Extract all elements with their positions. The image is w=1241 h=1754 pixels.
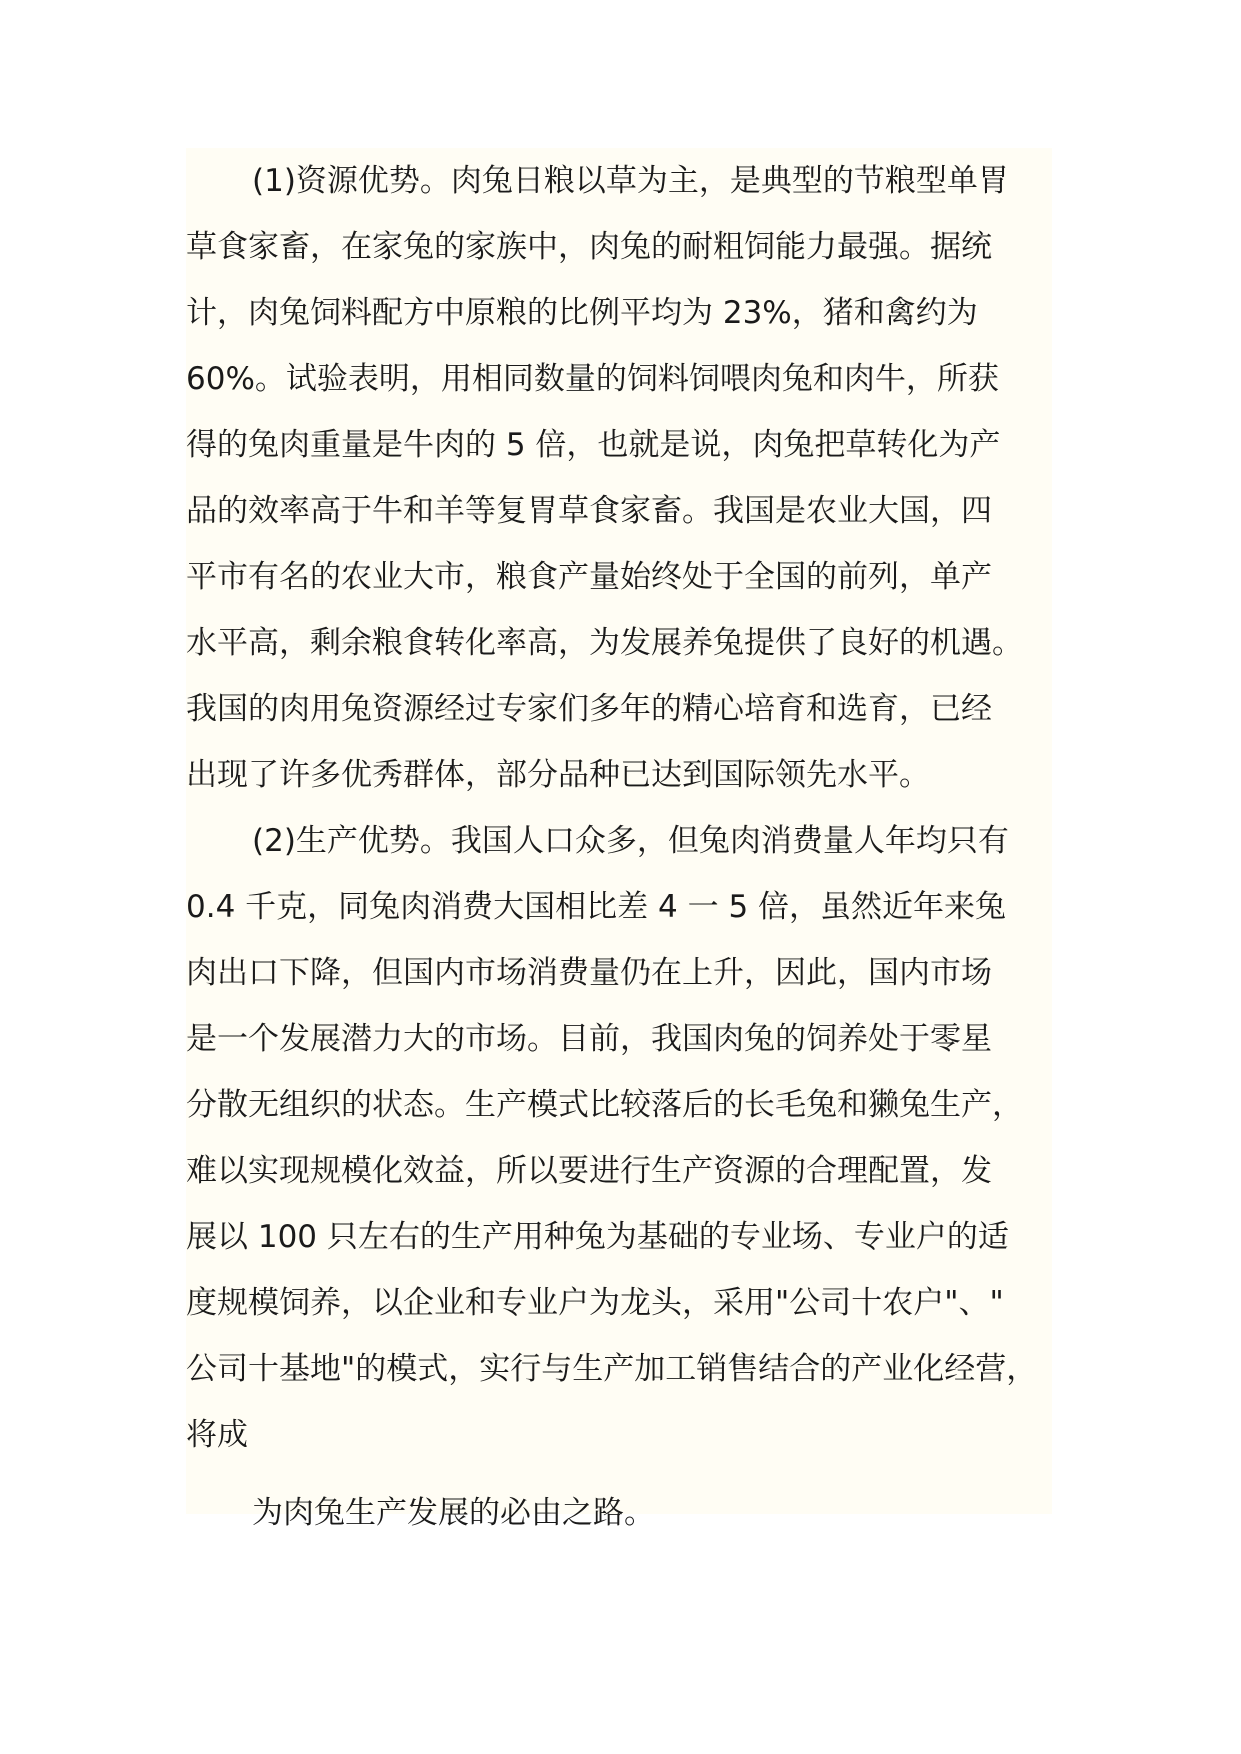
paragraph-1-line: 出现了许多优秀群体，部分品种已达到国际领先水平。 xyxy=(186,757,930,793)
paragraph-1-line: 平市有名的农业大市，粮食产量始终处于全国的前列，单产 xyxy=(186,559,992,595)
paragraph-3-line: 为肉兔生产发展的必由之路。 xyxy=(252,1495,655,1531)
paragraph-1-line: (1)资源优势。肉兔日粮以草为主，是典型的节粮型单胃 xyxy=(252,163,1009,199)
paragraph-1-line: 得的兔肉重量是牛肉的 5 倍，也就是说，肉兔把草转化为产 xyxy=(186,427,1001,463)
paragraph-2-line: 将成 xyxy=(186,1417,248,1453)
paragraph-1-line: 计，肉兔饲料配方中原粮的比例平均为 23%，猪和禽约为 xyxy=(186,295,978,331)
paragraph-1-line: 我国的肉用兔资源经过专家们多年的精心培育和选育，已经 xyxy=(186,691,992,727)
paragraph-2-line: 公司十基地"的模式，实行与生产加工销售结合的产业化经营， xyxy=(186,1351,1038,1387)
text-block xyxy=(186,148,1052,1531)
paragraph-2-line: 0.4 千克，同兔肉消费大国相比差 4 一 5 倍，虽然近年来兔 xyxy=(186,889,1007,925)
paragraph-1-line: 60%。试验表明，用相同数量的饲料饲喂肉兔和肉牛，所获 xyxy=(186,361,999,397)
paragraph-2-line: 是一个发展潜力大的市场。目前，我国肉兔的饲养处于零星 xyxy=(186,1021,992,1057)
paragraph-2-line: 展以 100 只左右的生产用种兔为基础的专业场、专业户的适 xyxy=(186,1219,1009,1255)
paragraph-2-line: (2)生产优势。我国人口众多，但兔肉消费量人年均只有 xyxy=(252,823,1009,859)
paragraph-2-line: 分散无组织的状态。生产模式比较落后的长毛兔和獭兔生产， xyxy=(186,1087,1023,1123)
paragraph-2-line: 难以实现规模化效益，所以要进行生产资源的合理配置，发 xyxy=(186,1153,992,1189)
paragraph-1-line: 品的效率高于牛和羊等复胃草食家畜。我国是农业大国，四 xyxy=(186,493,992,529)
paragraph-2-line: 度规模饲养，以企业和专业户为龙头，采用"公司十农户"、" xyxy=(186,1285,1004,1321)
paragraph-1-line: 草食家畜，在家兔的家族中，肉兔的耐粗饲能力最强。据统 xyxy=(186,229,992,265)
paragraph-1-line: 水平高，剩余粮食转化率高，为发展养兔提供了良好的机遇。 xyxy=(186,625,1023,661)
paragraph-2-line: 肉出口下降，但国内市场消费量仍在上升，因此，国内市场 xyxy=(186,955,992,991)
